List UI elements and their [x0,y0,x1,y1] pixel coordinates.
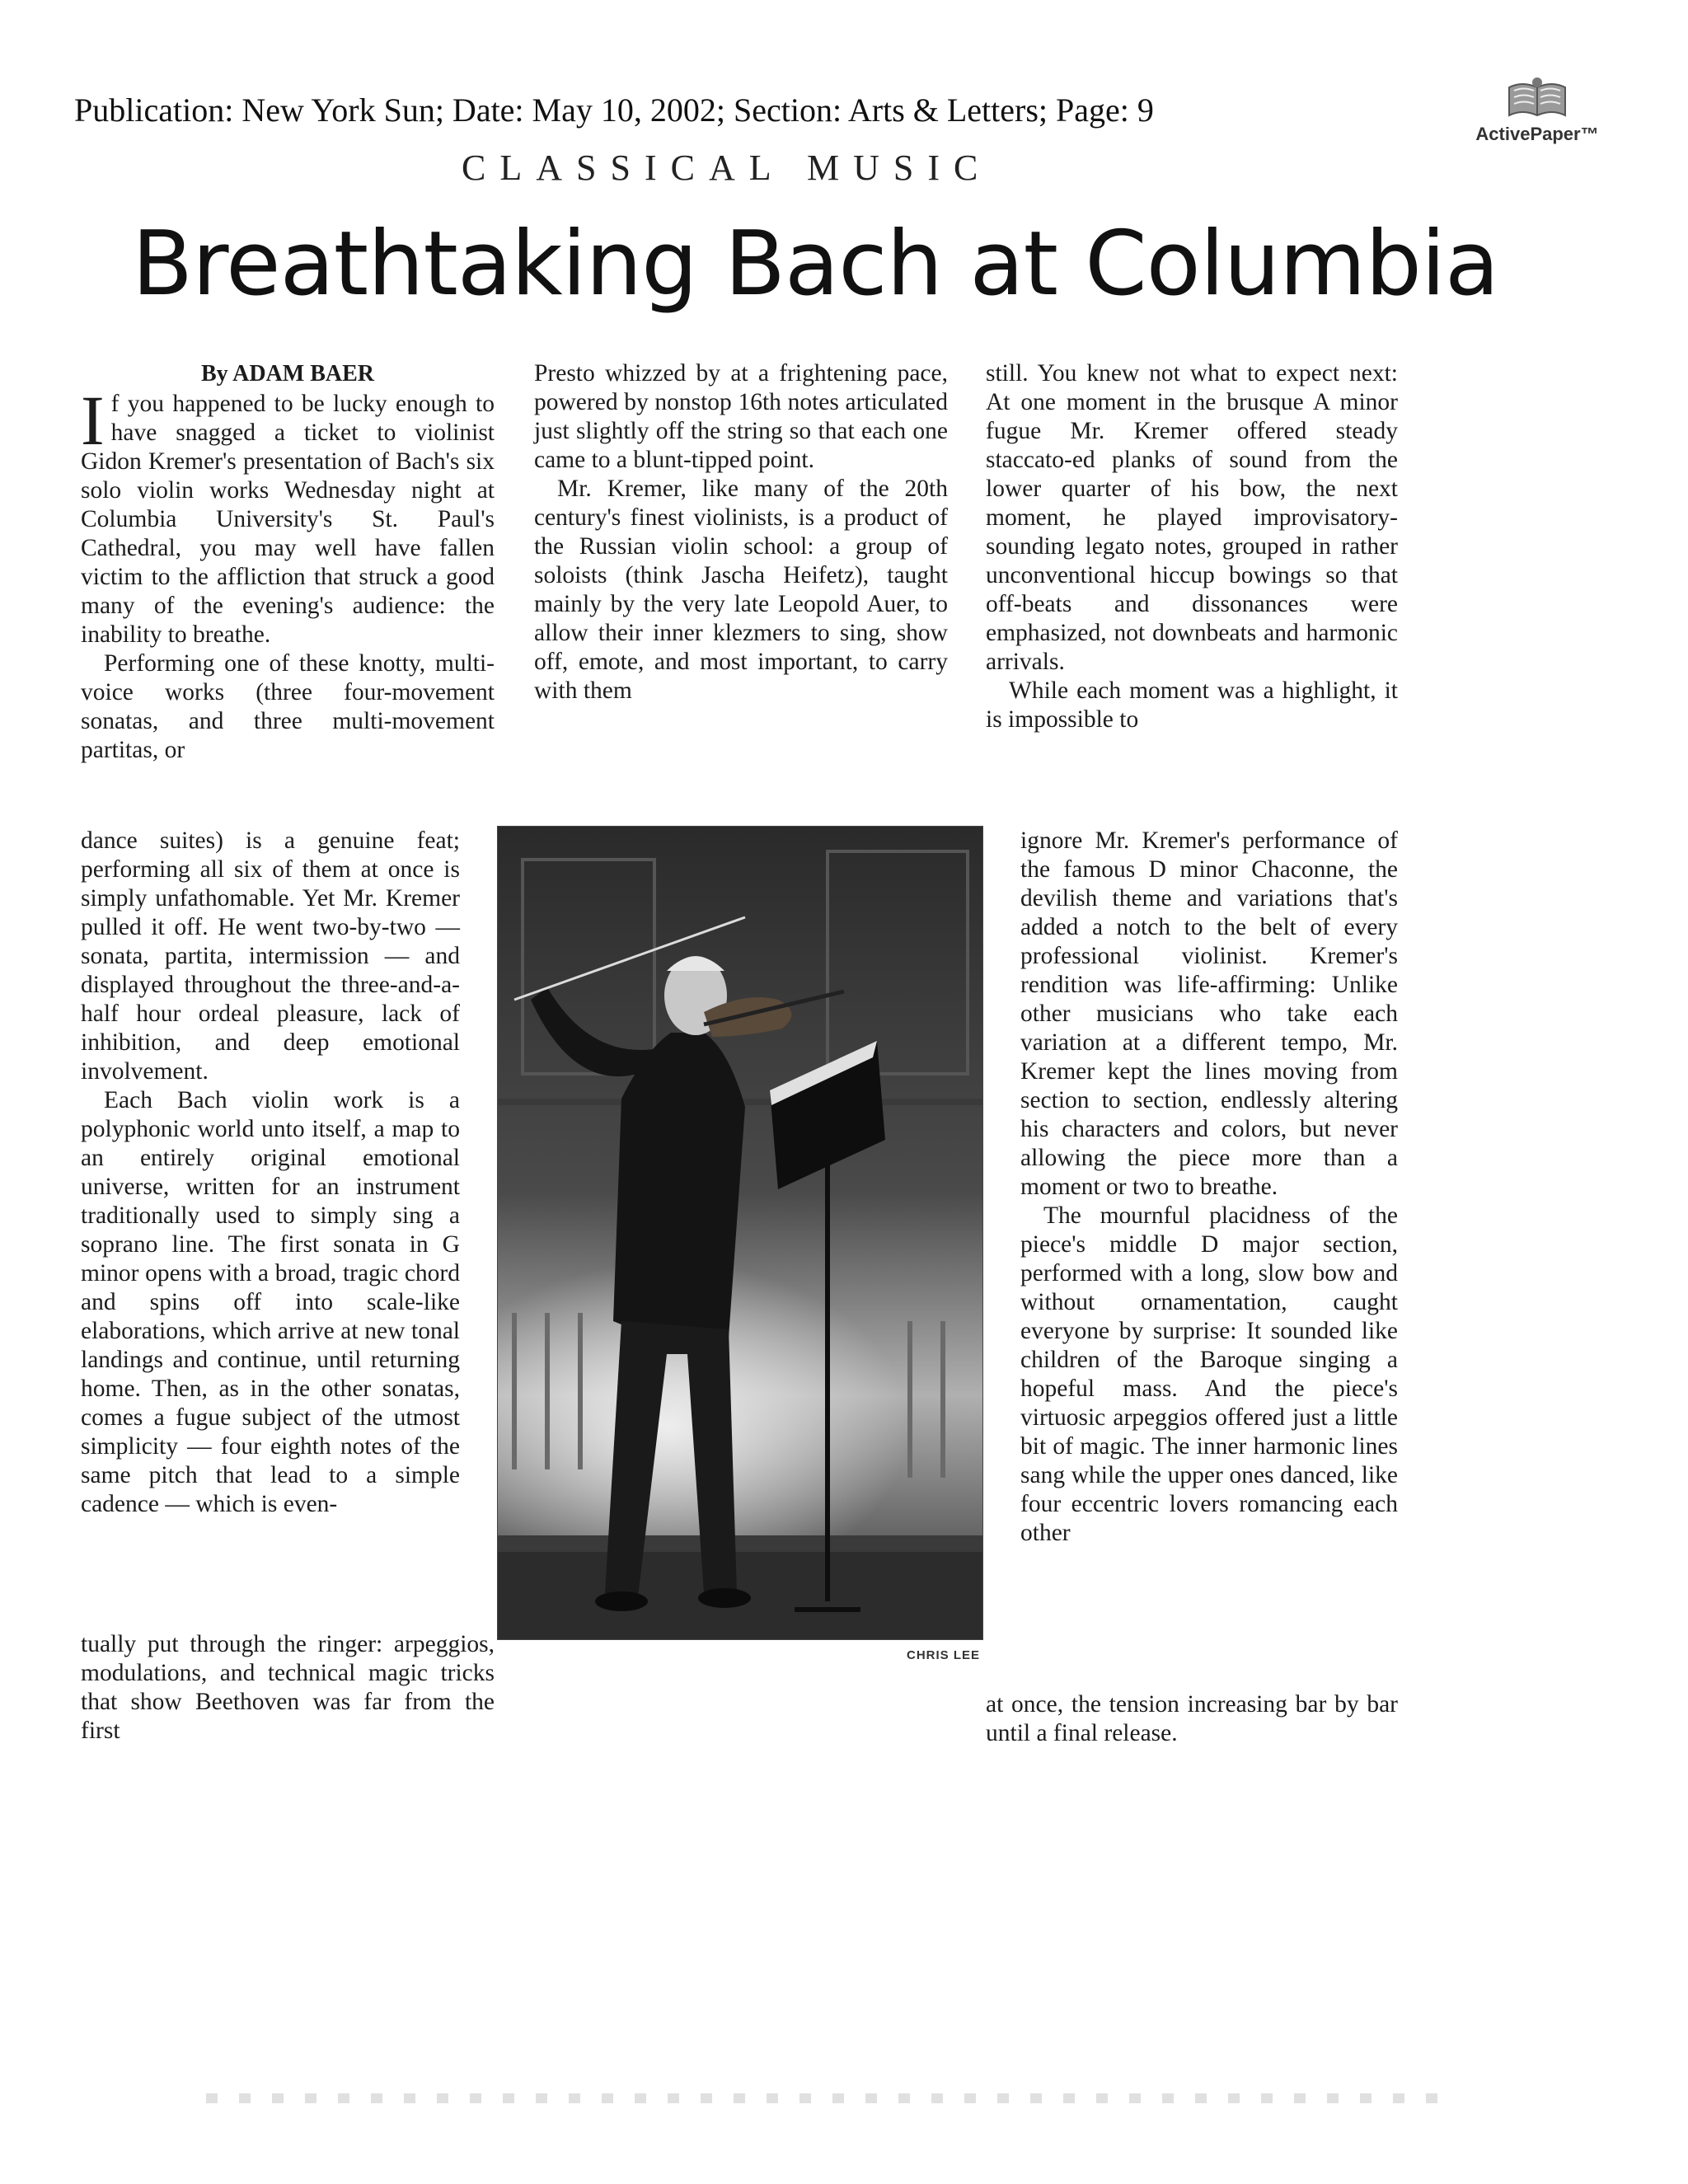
paragraph-3: Each Bach violin work is a polyphonic world unto itself, a map to an entirely original emotional universe, written for an instrument traditionally used to simply sing a soprano line. The first sonata in G minor opens with a broad, tragic chord and spins off into scale-like elaborations, which arrive at new tonal landings and continue, until returning home. Then, as in the other sonatas, comes a fugue subject of the utmost simplicity — four eighth notes of the same pitch that lead to a simple cadence — which is even- [81,1087,460,1517]
paragraph-3-end: tually put through the ringer: arpeggios, modulations, and technical magic tricks that show Beethoven was far from the first [81,1631,495,1744]
activepaper-logo [1467,76,1607,145]
photo-credit: CHRIS LEE [907,1648,981,1662]
column-3-top [986,359,1398,734]
violinist-photo [497,826,983,1640]
column-1-middle [81,827,460,1519]
faint-bleed-through-text [206,2093,1442,2103]
column-1-top [81,359,495,765]
column-3-middle [1020,827,1398,1548]
paragraph-7-start: While each moment was a highlight, it is impossible to [986,677,1398,733]
column-1-bottom [81,1630,495,1746]
paragraph-1: If you happened to be lucky enough to have snagged a ticket to violinist Gidon Kremer's presentation of Bach's six solo violin works Wednesday night at Columbia University's St. Paul's Cathedral, you may well have fallen victim to the affliction that struck a good many of the evening's audience: the inability to breathe. [81,381,495,648]
paragraph-4: Presto whizzed by at a frightening pace, powered by nonstop 16th notes articulated just slightly off the string so that each one came to a blunt-tipped point. [534,360,948,473]
paragraph-7-end: ignore Mr. Kremer's performance of the famous D minor Chaconne, the devilish theme and variations that's added a notch to the belt of every professional violinist. Kremer's rendition was life-affirming: Unlike other musicians who take each variation at a different tempo, Mr. Kremer kept the lines moving from section to section, endlessly altering his characters and colors, but never allowing the piece more than a moment or two to breathe. [1020,827,1398,1200]
byline: By ADAM BAER [200,361,374,387]
paragraph-5: Mr. Kremer, like many of the 20th century's finest violinists, is a product of the Russian violin school: a group of soloists (think Jascha Heifetz), taught mainly by the very late Leopold Auer, to allow their inner klezmers to sing, show off, emote, and most important, to carry with them [534,476,948,704]
drop-cap: I [81,381,105,460]
logo-text: ActivePaper™ [1475,124,1599,144]
paragraph-8-end: at once, the tension increasing bar by bar until a final release. [986,1691,1398,1746]
open-book-icon [1504,76,1570,122]
column-2 [534,359,948,705]
paragraph-8: The mournful placidness of the piece's middle D major section, performed with a long, slow bow and without ornamentation, caught everyone by surprise: It sounded like children of the Baroque singing a hopeful mass. And the piece's virtuosic arpeggios offered just a little bit of magic. The inner harmonic lines sang while the upper ones danced, like four eccentric lovers romancing each other [1020,1202,1398,1546]
paragraph-2-start: Performing one of these knotty, multi-voice works (three four-movement sonatas, and three multi-movement partitas, or [81,650,495,763]
paragraph-6: still. You knew not what to expect next: At one moment in the brusque A minor fugue Mr. Kremer offered steady staccato-ed planks of sound from the lower quarter of his bow, the next moment, he played improvisatory-sounding legato notes, grouped in rather unconventional hiccup bowings so that off-beats and dissonances were emphasized, not downbeats and harmonic arrivals. [986,360,1398,675]
publication-info: Publication: New York Sun; Date: May 10, 2002; Section: Arts & Letters; Page: 9 [74,91,1154,129]
paragraph-2-end: dance suites) is a genuine feat; performing all six of them at once is simply unfathomable. Yet Mr. Kremer pulled it off. He went two-by-two — sonata, partita, intermission — and displayed throughout the three-and-a-half hour ordeal pleasure, lack of inhibition, and deep emotional involvement. [81,827,460,1085]
headline: Breathtaking Bach at Columbia [132,213,1499,316]
column-3-bottom [986,1690,1398,1748]
section-label: CLASSICAL MUSIC [462,148,992,188]
